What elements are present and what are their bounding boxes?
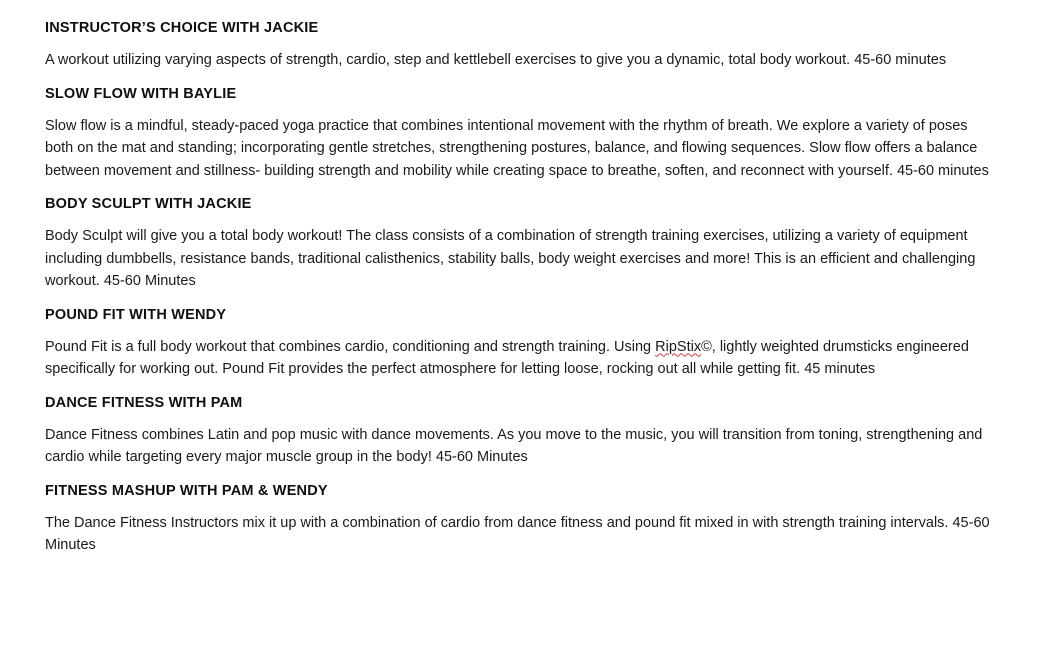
class-fitness-mashup: [45, 480, 995, 557]
class-description: [45, 336, 995, 381]
class-slow-flow: [45, 83, 995, 183]
class-title: SLOW FLOW WITH BAYLIE: [45, 85, 237, 102]
class-description: Slow flow is a mindful, steady-paced yoga practice that combines intentional movement with the rhythm of breath. We explore a variety of poses both on the mat and standing; incorporating gentle stretches, strengthening postures, balance, and flowing sequences. Slow flow offers a balance between movement and stillness- building strength and mobility while creating space to breathe, soften, and reconnect with yourself. 45-60 minutes: [45, 117, 989, 179]
class-title: BODY SCULPT WITH JACKIE: [45, 196, 252, 212]
class-title: POUND FIT WITH WENDY: [45, 306, 227, 323]
description-text-before: Pound Fit is a full body workout that combines cardio, conditioning and strength training. Using: [45, 338, 656, 355]
class-descriptions: [45, 17, 995, 568]
class-title: DANCE FITNESS WITH PAM: [45, 394, 243, 411]
spellcheck-flagged-word[interactable]: RipStix: [655, 338, 702, 355]
description-text-after: ©, lightly weighted drumsticks engineered specifically for working out. Pound Fit provides the perfect atmosphere for letting loose, rocking out all while getting fit. 45 minutes: [45, 338, 969, 377]
class-title: FITNESS MASHUP WITH PAM & WENDY: [45, 482, 328, 499]
class-instructors-choice: [45, 17, 995, 72]
class-pound-fit: [45, 304, 995, 381]
class-dance-fitness: [45, 392, 995, 469]
class-description: The Dance Fitness Instructors mix it up with a combination of cardio from dance fitness and pound fit mixed in with strength training intervals. 45-60 Minutes: [45, 514, 990, 553]
class-body-sculpt: [45, 193, 995, 293]
class-description: A workout utilizing varying aspects of strength, cardio, step and kettlebell exercises to give you a dynamic, total body workout. 45-60 minutes: [45, 52, 947, 68]
class-title: INSTRUCTOR’S CHOICE WITH JACKIE: [45, 20, 319, 36]
class-description: Body Sculpt will give you a total body workout! The class consists of a combination of strength training exercises, utilizing a variety of equipment including dumbbells, resistance bands, traditional calisthenics, stability balls, body weight exercises and more! This is an efficient and challenging workout. 45-60 Minutes: [45, 228, 976, 289]
class-description: Dance Fitness combines Latin and pop music with dance movements. As you move to the music, you will transition from toning, strengthening and cardio while targeting every major muscle group in the body! 45-60 Minutes: [45, 426, 983, 465]
